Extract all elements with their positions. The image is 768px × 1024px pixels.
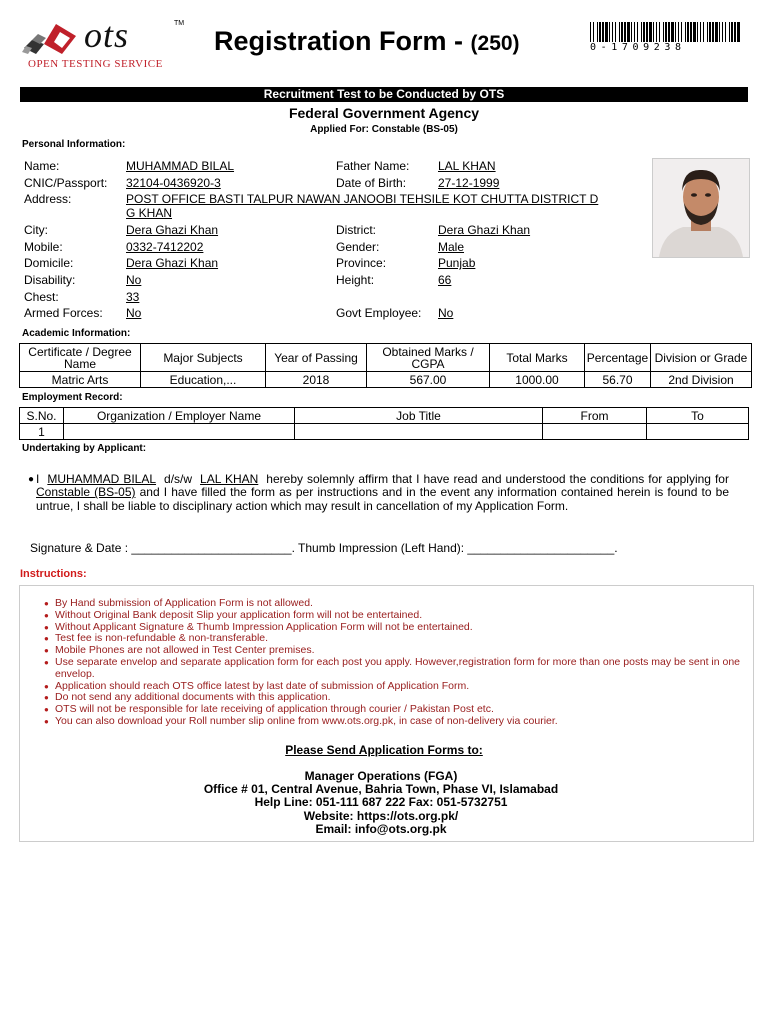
barcode-bar [719,22,720,42]
undertaking-father: LAL KHAN [200,472,259,486]
barcode-bar [605,22,608,42]
applicant-photo [652,158,750,258]
mobile-value: 0332-7412202 [126,240,204,254]
ots-logo-icon [22,20,80,60]
barcode-bar [697,22,698,42]
academic-header-row [20,344,752,372]
page-title [214,26,520,57]
barcode-bar [693,22,696,42]
undertaking-text2: and I have filled the form as per instructions and in the event any information contained herein is found to be untrue, I shall be liable to disciplinary action which may result in cancellation of my Application Form. [36,485,729,513]
table-row [20,372,752,388]
employment-col-to: To [647,408,749,424]
gender-value: Male [438,240,465,254]
barcode-bar [671,22,674,42]
list-item: ● Do not send any additional documents with this application. [44,692,748,704]
logo-tm: TM [174,20,185,27]
barcode-bar [715,22,718,42]
barcode-bar [731,22,733,42]
barcode-bar [675,22,676,42]
academic-cell-percentage: 56.70 [585,372,651,388]
barcode-bar [627,22,630,42]
barcode-bar [653,22,654,42]
list-item: ● Mobile Phones are not allowed in Test Center premises. [44,645,748,657]
address-label: Address: [24,192,72,206]
barcode-bar [681,22,682,42]
list-item: ● By Hand submission of Application Form is not allowed. [44,598,748,610]
barcode-bar [646,22,648,42]
barcode-bar [637,22,638,42]
barcode-bar [624,22,626,42]
employment-col-job-title: Job Title [295,408,543,424]
barcode-bar [729,22,730,42]
barcode-bar [703,22,704,42]
address-helpline: Help Line: 051-111 687 222 Fax: 051-5732751 [254,795,508,810]
barcode-bar [690,22,692,42]
barcode-bar [656,22,657,42]
employment-cell-sno: 1 [20,424,64,440]
address-line1: POST OFFICE BASTI TALPUR NAWAN JANOOBI TEHSILE KOT CHUTTA DISTRICT D [126,192,599,206]
academic-cell-year: 2018 [266,372,367,388]
barcode-number: 0-1709238 [590,42,686,53]
gender-label: Gender: [336,240,380,254]
applied-for: Applied For: Constable (BS-05) [310,124,458,135]
academic-col-year: Year of Passing [266,344,367,372]
barcode-bar [634,22,635,42]
domicile-label: Domicile: [24,256,74,270]
disability-value: No [126,273,142,287]
barcode-bar [597,22,598,42]
undertaking-dsw: d/s/w [164,472,193,486]
address-line2: G KHAN [126,206,173,220]
barcode-bar [712,22,714,42]
employment-heading: Employment Record: [22,392,123,403]
academic-col-percentage: Percentage [585,344,651,372]
undertaking-post: Constable (BS-05) [36,485,136,500]
barcode-bar [615,22,616,42]
barcode-bar [649,22,652,42]
academic-col-total: Total Marks [490,344,585,372]
instructions-heading: Instructions: [20,568,87,580]
list-item: ● Test fee is non-refundable & non-transferable. [44,633,748,645]
academic-col-certificate: Certificate / Degree Name [20,344,141,372]
agency-name: Federal Government Agency [288,105,480,121]
academic-col-subjects: Major Subjects [141,344,266,372]
province-label: Province: [336,256,387,270]
height-value: 66 [438,273,452,287]
barcode-bar [631,22,632,42]
logo-text: ots [84,15,130,55]
list-item: ● Use separate envelop and separate application form for each post you apply. However,registration form for more than one posts may be sent in one envelop. [44,657,748,681]
barcode-bar [734,22,736,42]
logo-tagline: OPEN TESTING SERVICE [28,58,163,70]
undertaking-name: MUHAMMAD BILAL [47,472,157,486]
govt-employee-value: No [438,306,454,320]
district-value: Dera Ghazi Khan [438,223,531,237]
province-value: Punjab [438,256,476,270]
employment-col-sno: S.No. [20,408,64,424]
barcode-bar [643,22,645,42]
academic-table [19,343,752,388]
barcode-bar [609,22,610,42]
cnic-value: 32104-0436920-3 [126,176,221,190]
cnic-label: CNIC/Passport: [24,176,108,190]
undertaking-i: I [36,472,40,486]
undertaking-text1: hereby solemnly affirm that I have read and understood the conditions for applying for [266,472,729,486]
employment-cell-job-title [295,424,543,440]
list-item: ● You can also download your Roll number slip online from www.ots.org.pk, in case of non-delivery via courier. [44,716,748,728]
mailing-address [0,770,762,836]
academic-col-division: Division or Grade [651,344,752,372]
dob-label: Date of Birth: [336,176,407,190]
barcode-bar [707,22,708,42]
employment-col-organization: Organization / Employer Name [64,408,295,424]
list-item: ● OTS will not be responsible for late receiving of application through courier / Pakistan Post etc. [44,704,748,716]
employment-header-row [20,408,749,424]
chest-value: 33 [126,290,140,304]
barcode-bar [593,22,594,42]
barcode-bar [641,22,642,42]
barcode-bar [599,22,601,42]
barcode-bar [602,22,604,42]
undertaking-bullet: ● [28,474,35,485]
govt-employee-label: Govt Employee: [336,306,422,320]
district-label: District: [336,223,376,237]
barcode-bar [700,22,701,42]
signature-line: Signature & Date : ________________________. Thumb Impression (Left Hand): ______________________. [30,541,618,555]
barcode-bar [737,22,740,42]
barcode-bar [621,22,623,42]
barcode-bar [687,22,689,42]
academic-cell-obtained: 567.00 [367,372,490,388]
list-item: ● Without Applicant Signature & Thumb Impression Application Form will not be entertained. [44,622,748,634]
height-label: Height: [336,273,375,287]
academic-col-obtained: Obtained Marks / CGPA [367,344,490,372]
employment-cell-to [647,424,749,440]
barcode-bar [659,22,660,42]
form-title: Registration Form - [214,26,464,56]
city-label: City: [24,223,48,237]
form-number: (250) [470,32,520,55]
list-item: ● Application should reach OTS office latest by last date of submission of Application Form. [44,681,748,693]
domicile-value: Dera Ghazi Khan [126,256,219,270]
applicant-photo-image [653,159,749,257]
barcode-bar [612,22,613,42]
name-label: Name: [24,159,60,173]
barcode-bar [709,22,711,42]
barcode-bar [722,22,723,42]
father-name-label: Father Name: [336,159,410,173]
employment-table [19,407,749,440]
academic-cell-total: 1000.00 [490,372,585,388]
employment-col-from: From [543,408,647,424]
academic-info-heading: Academic Information: [22,328,131,339]
chest-label: Chest: [24,290,59,304]
city-value: Dera Ghazi Khan [126,223,219,237]
academic-cell-division: 2nd Division [651,372,752,388]
undertaking-heading: Undertaking by Applicant: [22,443,147,454]
employment-cell-from [543,424,647,440]
address-website: Website: https://ots.org.pk/ [303,808,459,823]
recruitment-banner: Recruitment Test to be Conducted by OTS [20,87,748,102]
address-recipient: Manager Operations (FGA) [304,769,458,783]
mobile-label: Mobile: [24,240,63,254]
academic-cell-certificate: Matric Arts [20,372,141,388]
barcode-bar [678,22,679,42]
disability-label: Disability: [24,273,76,287]
instructions-list [44,598,748,728]
father-name-value: LAL KHAN [438,159,496,173]
ots-logo [22,15,185,70]
personal-info-heading: Personal Information: [22,139,126,150]
armed-forces-label: Armed Forces: [24,306,103,320]
barcode-bar [725,22,726,42]
academic-cell-subjects: Education,... [141,372,266,388]
armed-forces-value: No [126,306,142,320]
address-office: Office # 01, Central Avenue, Bahria Town, Phase VI, Islamabad [203,782,559,797]
address-email: Email: info@ots.org.pk [315,821,447,836]
barcode-bar [685,22,686,42]
send-forms-heading: Please Send Application Forms to: [285,743,483,757]
name-value: MUHAMMAD BILAL [126,159,235,173]
employment-cell-organization [64,424,295,440]
list-item: ● Without Original Bank deposit Slip your application form will not be entertained. [44,610,748,622]
barcode-bar [663,22,664,42]
dob-value: 27-12-1999 [438,176,500,190]
barcode-bar [668,22,670,42]
barcode-bar [665,22,667,42]
table-row [20,424,749,440]
barcode-bar [590,22,591,42]
barcode-bar [619,22,620,42]
undertaking-text [36,473,729,513]
